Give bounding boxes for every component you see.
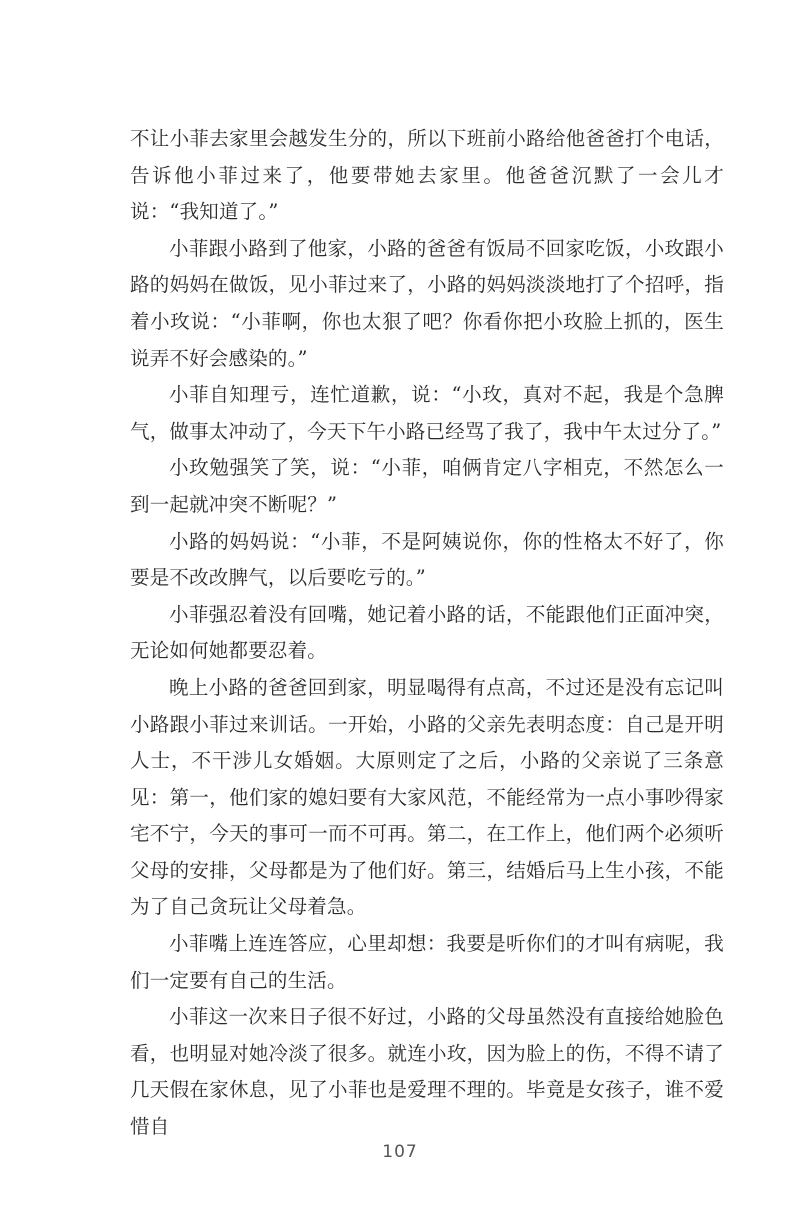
paragraph-1: 不让小菲去家里会越发生分的，所以下班前小路给他爸爸打个电话，告诉他小菲过来了，他要带她去家里。他爸爸沉默了一会儿才说：“我知道了。”	[130, 127, 724, 224]
paragraph-7: 晚上小路的爸爸回到家，明显喝得有点高，不过还是没有忘记叫小路跟小菲过来训话。一开始，小路的父亲先表明态度：自己是开明人士，不干涉儿女婚姻。大原则定了之后，小路的父亲说了三条意见：第一，他们家的媳妇要有大家风范，不能经常为一点小事吵得家宅不宁，今天的事可一而不可再。第二，在工作上，他们两个必须听父母的安排，父母都是为了他们好。第三，结婚后马上生小孩，不能为了自己贪玩让父母着急。	[130, 675, 724, 919]
paragraph-3: 小菲自知理亏，连忙道歉，说：“小玫，真对不起，我是个急脾气，做事太冲动了，今天下午小路已经骂了我了，我中午太过分了。”	[130, 383, 724, 443]
page-number: 107	[382, 1142, 418, 1162]
page-body	[130, 121, 724, 1146]
paragraph-6: 小菲强忍着没有回嘴，她记着小路的话，不能跟他们正面冲突，无论如何她都要忍着。	[130, 602, 724, 663]
paragraph-5: 小路的妈妈说：“小菲，不是阿姨说你，你的性格太不好了，你要是不改改脾气，以后要吃亏的。”	[130, 529, 724, 590]
paragraph-2: 小菲跟小路到了他家，小路的爸爸有饭局不回家吃饭，小玫跟小路的妈妈在做饭，见小菲过来了，小路的妈妈淡淡地打了个招呼，指着小玫说：“小菲啊，你也太狠了吧？你看你把小玫脸上抓的，医生说弄不好会感染的。”	[130, 236, 724, 370]
paragraph-9: 小菲这一次来日子很不好过，小路的父母虽然没有直接给她脸色看，也明显对她冷淡了很多。就连小玫，因为脸上的伤，不得不请了几天假在家休息，见了小菲也是爱理不理的。毕竟是女孩子，谁不爱惜自	[130, 1005, 724, 1139]
paragraph-8: 小菲嘴上连连答应，心里却想：我要是听你们的才叫有病呢，我们一定要有自己的生活。	[130, 932, 724, 992]
paragraph-4: 小玫勉强笑了笑，说：“小菲，咱俩肯定八字相克，不然怎么一到一起就冲突不断呢？”	[130, 456, 724, 516]
